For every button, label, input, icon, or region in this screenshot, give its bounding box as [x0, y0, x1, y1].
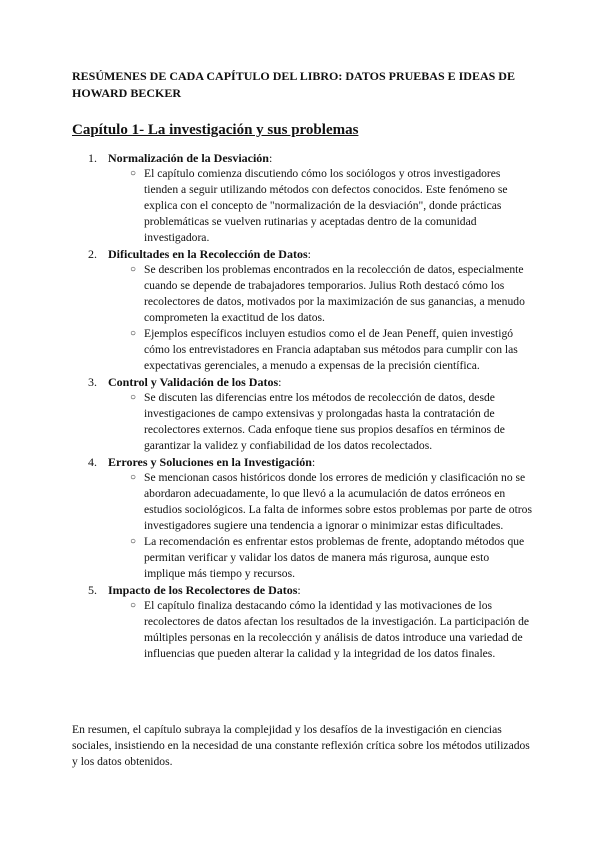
hollow-circle-bullet-icon: ○ [130, 392, 137, 403]
bullet-text: El capítulo comienza discutiendo cómo los sociólogos y otros investigadores tienden a seguir utilizando métodos con defectos conocidos. Este fenómeno se explica con el concepto de "normalización de la desviación", donde prácticas problemáticas se vuelven rutinarias y aceptadas dentro de la comunidad investigadora. [144, 167, 508, 244]
section-heading: Control y Validación de los Datos: [108, 375, 282, 389]
hollow-circle-bullet-icon: ○ [130, 168, 137, 179]
section-number: 4. [88, 455, 97, 469]
bullet-item [108, 326, 532, 374]
hollow-circle-bullet-icon: ○ [130, 328, 137, 339]
section-item [72, 246, 532, 374]
bullet-item [108, 262, 532, 326]
section-title: Impacto de los Recolectores de Datos [108, 583, 298, 597]
bullet-item [108, 598, 532, 662]
section-heading: Errores y Soluciones en la Investigación: [108, 455, 316, 469]
section-title: Normalización de la Desviación [108, 151, 269, 165]
hollow-circle-bullet-icon: ○ [130, 536, 137, 547]
bullet-text: Se discuten las diferencias entre los métodos de recolección de datos, desde investigaciones de campo extensivas y prolongadas hasta la contratación de recolectores externos. Cada enfoque tiene sus propios desafíos en términos de garantizar la validez y confiabilidad de los datos recolectados. [144, 391, 505, 452]
section-list [72, 150, 532, 662]
section-title: Dificultades en la Recolección de Datos [108, 247, 308, 261]
summary-paragraph: En resumen, el capítulo subraya la complejidad y los desafíos de la investigación en ciencias sociales, insistiendo en la necesidad de una constante reflexión crítica sobre los métodos utilizados y los datos obtenidos. [72, 723, 530, 768]
chapter-heading: Capítulo 1- La investigación y sus problemas [72, 122, 359, 138]
bullet-text: La recomendación es enfrentar estos problemas de frente, adoptando métodos que permitan verificar y validar los datos de manera más rigurosa, aunque esto implique más tiempo y recursos. [144, 535, 525, 580]
bullet-item [108, 166, 532, 246]
hollow-circle-bullet-icon: ○ [130, 600, 137, 611]
document-title: RESÚMENES DE CADA CAPÍTULO DEL LIBRO: DATOS PRUEBAS E IDEAS DE HOWARD BECKER [72, 69, 515, 100]
section-number: 2. [88, 247, 97, 261]
section-heading: Impacto de los Recolectores de Datos: [108, 583, 301, 597]
bullet-list [108, 390, 532, 454]
bullet-list [108, 470, 532, 582]
section-title: Errores y Soluciones en la Investigación [108, 455, 312, 469]
section-heading: Normalización de la Desviación: [108, 151, 273, 165]
section-number: 1. [88, 151, 97, 165]
bullet-text: Se describen los problemas encontrados en la recolección de datos, especialmente cuando se depende de trabajadores temporarios. Julius Roth destacó cómo los recolectores de datos, motivados por la maximización de sus ganancias, a menudo comprometen la exactitud de los datos. [144, 263, 525, 324]
bullet-text: Se mencionan casos históricos donde los errores de medición y clasificación no se abordaron adecuadamente, lo que llevó a la acumulación de datos erróneos en estudios sociológicos. La falta de informes sobre estos problemas por parte de otros investigadores sugiere una tendencia a ignorar o minimizar estas dificultades. [144, 471, 532, 532]
hollow-circle-bullet-icon: ○ [130, 472, 137, 483]
bullet-list [108, 262, 532, 374]
section-number: 3. [88, 375, 97, 389]
bullet-text: El capítulo finaliza destacando cómo la identidad y las motivaciones de los recolectores de datos afectan los resultados de la investigación. La participación de múltiples personas en la recolección y análisis de datos introduce una variedad de influencias que pueden alterar la calidad y la integridad de los datos finales. [144, 599, 530, 660]
bullet-list [108, 598, 532, 662]
bullet-list [108, 166, 532, 246]
bullet-item [108, 534, 532, 582]
section-item [72, 374, 532, 454]
bullet-item [108, 390, 532, 454]
bullet-text: Ejemplos específicos incluyen estudios como el de Jean Peneff, quien investigó cómo los entrevistadores en Francia adaptaban sus métodos para cumplir con las expectativas gerenciales, a menudo a expensas de la precisión científica. [144, 327, 518, 372]
section-item [72, 454, 532, 582]
section-title: Control y Validación de los Datos [108, 375, 279, 389]
section-heading: Dificultades en la Recolección de Datos: [108, 247, 311, 261]
hollow-circle-bullet-icon: ○ [130, 264, 137, 275]
section-item [72, 150, 532, 246]
section-item [72, 582, 532, 662]
section-number: 5. [88, 583, 97, 597]
bullet-item [108, 470, 532, 534]
